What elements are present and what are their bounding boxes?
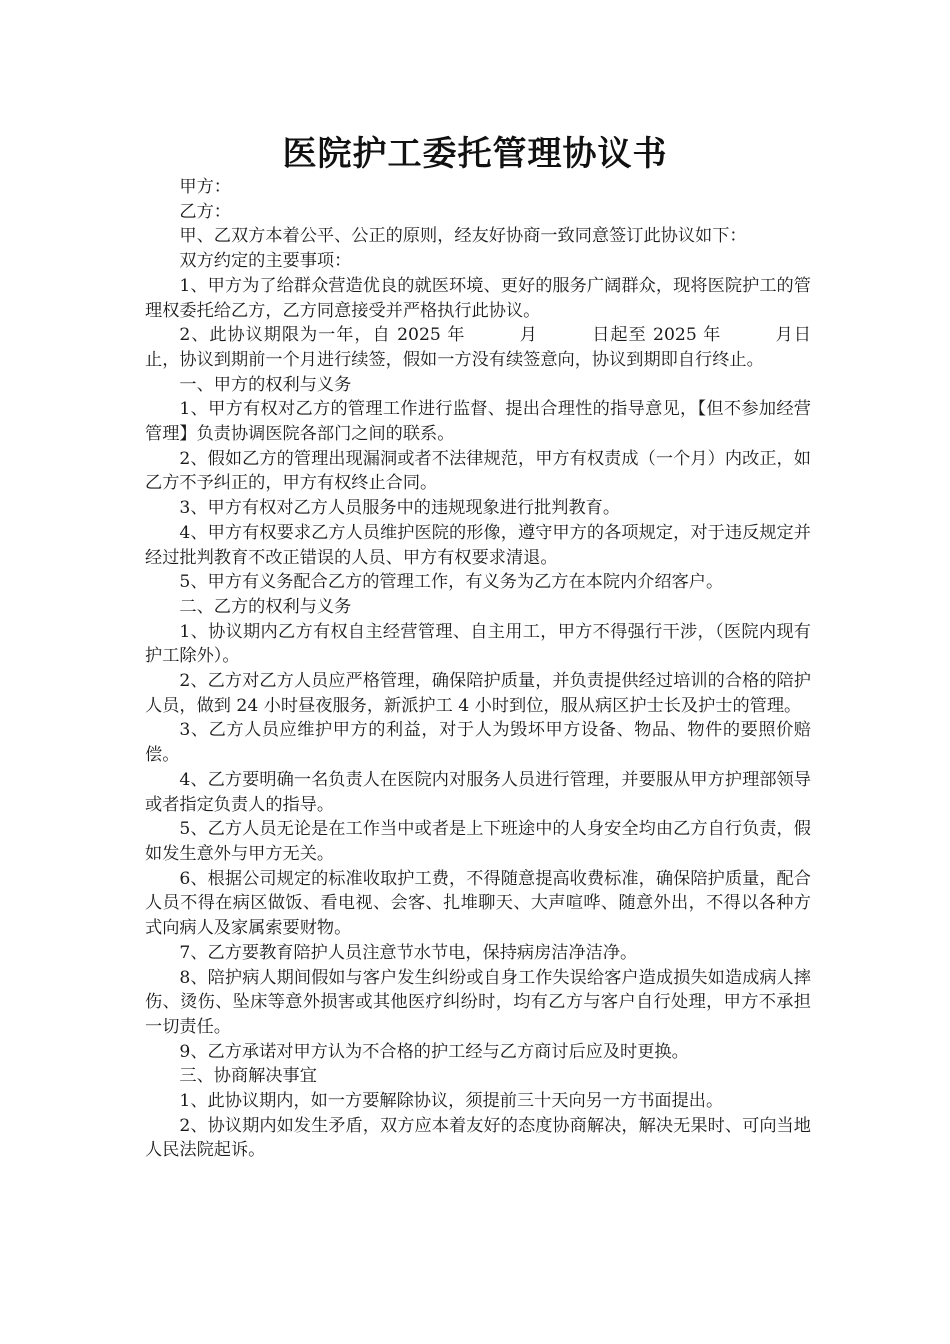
main-items-heading: 双方约定的主要事项： xyxy=(179,251,352,272)
clause-paragraph: 1、甲方为了给群众营造优良的就医环境、更好的服务广阔群众，现将医院护工的管理权委托给乙方，乙方同意接受并严格执行此协议。 xyxy=(145,275,811,321)
clause-paragraph: 2、协议期内如发生矛盾，双方应本着友好的态度协商解决，解决无果时、可向当地人民法院起诉。 xyxy=(145,1115,811,1161)
clause-paragraph: 1、协议期内乙方有权自主经营管理、自主用工，甲方不得强行干涉，（医院内现有护工除外）。 xyxy=(145,621,811,667)
clause-paragraph: 1、此协议期内，如一方要解除协议，须提前三十天向另一方书面提出。 xyxy=(179,1091,724,1112)
party-b-line: 乙方： xyxy=(179,201,231,222)
clause-paragraph: 5、乙方人员无论是在工作当中或者是上下班途中的人身安全均由乙方自行负责，假如发生意外与甲方无关。 xyxy=(145,819,811,864)
clause-paragraph: 5、甲方有义务配合乙方的管理工作，有义务为乙方在本院内介绍客户。 xyxy=(179,572,724,593)
clause-paragraph: 2、假如乙方的管理出现漏洞或者不法律规范，甲方有权责成（一个月）内改正，如乙方不予纠正的，甲方有权终止合同。 xyxy=(145,448,811,494)
document-title: 医院护工委托管理协议书 xyxy=(282,134,668,174)
clause-paragraph: 1、甲方有权对乙方的管理工作进行监督、提出合理性的指导意见，【但不参加经营管理】负责协调医院各部门之间的联系。 xyxy=(145,399,811,445)
preamble: 甲、乙双方本着公平、公正的原则，经友好协商一致同意签订此协议如下： xyxy=(179,226,747,247)
clause-paragraph: 8、陪护病人期间假如与客户发生纠纷或自身工作失误给客户造成损失如造成病人摔伤、烫伤、坠床等意外损害或其他医疗纠纷时，均有乙方与客户自行处理，甲方不承担一切责任。 xyxy=(145,967,811,1037)
clause-paragraph: 7、乙方要教育陪护人员注意节水节电，保持病房洁净洁净。 xyxy=(179,942,638,963)
clause-paragraph: 2、此协议期限为一年，自 2025 年 月 日起至 2025 年 月日止，协议到期前一个月进行续签，假如一方没有续签意向，协议到期即自行终止。 xyxy=(145,325,811,370)
document-body xyxy=(145,175,811,1163)
clause-paragraph: 4、甲方有权要求乙方人员维护医院的形像，遵守甲方的各项规定，对于违反规定并经过批判教育不改正错误的人员、甲方有权要求清退。 xyxy=(145,522,811,568)
clause-paragraph: 3、甲方有权对乙方人员服务中的违规现象进行批判教育。 xyxy=(179,498,621,519)
clause-paragraph: 3、乙方人员应维护甲方的利益，对于人为毁坏甲方设备、物品、物件的要照价赔偿。 xyxy=(145,720,811,766)
clause-paragraph: 4、乙方要明确一名负责人在医院内对服务人员进行管理，并要服从甲方护理部领导或者指定负责人的指导。 xyxy=(145,769,811,815)
party-a-line: 甲方： xyxy=(179,177,231,197)
clause-paragraph: 6、根据公司规定的标准收取护工费，不得随意提高收费标准，确保陪护质量，配合人员不得在病区做饭、看电视、会客、扎堆聊天、大声喧哗、随意外出，不得以各种方式向病人及家属索要财物。 xyxy=(145,868,811,939)
section-heading-party-b: 二、乙方的权利与义务 xyxy=(179,596,352,617)
section-heading-negotiation: 三、协商解决事宜 xyxy=(179,1066,317,1087)
clause-paragraph: 9、乙方承诺对甲方认为不合格的护工经与乙方商讨后应及时更换。 xyxy=(179,1041,689,1062)
clause-paragraph: 2、乙方对乙方人员应严格管理，确保陪护质量，并负责提供经过培训的合格的陪护人员，做到 24 小时昼夜服务，新派护工 4 小时到位，服从病区护士长及护士的管理。 xyxy=(145,671,811,716)
section-heading-party-a: 一、甲方的权利与义务 xyxy=(179,374,352,395)
